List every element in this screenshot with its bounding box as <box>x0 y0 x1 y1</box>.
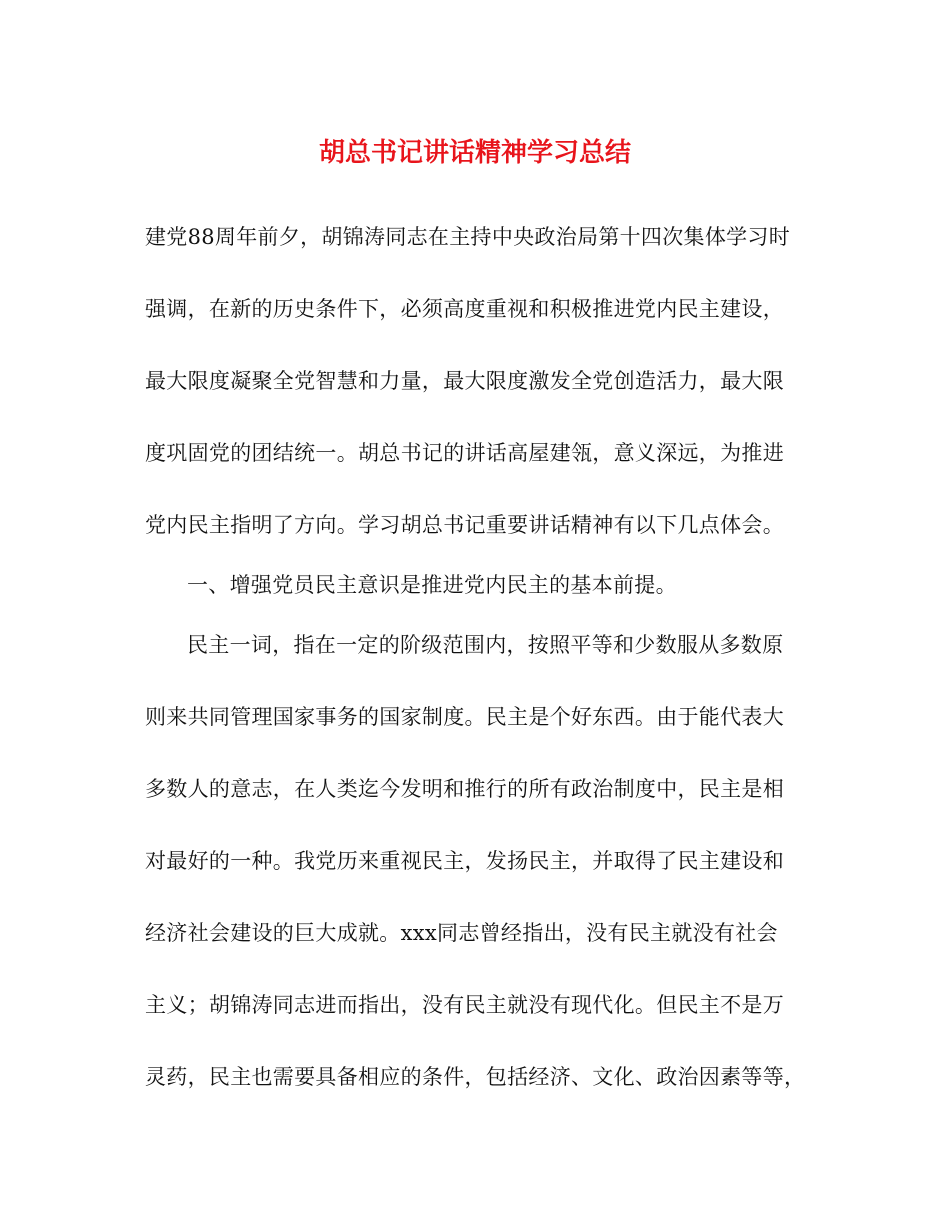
paragraph-line: 主义；胡锦涛同志进而指出，没有民主就没有现代化。但民主不是万 <box>145 993 784 1017</box>
paragraph-line: 强调，在新的历史条件下，必须高度重视和积极推进党内民主建设， <box>145 297 784 321</box>
paragraph-line: 度巩固党的团结统一。胡总书记的讲话高屋建瓴，意义深远，为推进 <box>145 441 784 465</box>
paragraph-line: 最大限度凝聚全党智慧和力量，最大限度激发全党创造活力，最大限 <box>145 369 784 393</box>
paragraph-line: 经济社会建设的巨大成就。xxx同志曾经指出，没有民主就没有社会 <box>145 921 778 945</box>
section-heading: 一、增强党员民主意识是推进党内民主的基本前提。 <box>187 573 677 597</box>
document-title: 胡总书记讲话精神学习总结 <box>318 138 631 168</box>
paragraph-line: 对最好的一种。我党历来重视民主，发扬民主，并取得了民主建设和 <box>145 849 784 873</box>
paragraph-line: 民主一词，指在一定的阶级范围内，按照平等和少数服从多数原 <box>187 633 784 657</box>
paragraph-line: 灵药，民主也需要具备相应的条件，包括经济、文化、政治因素等等， <box>145 1065 806 1089</box>
paragraph-line: 建党88周年前夕，胡锦涛同志在主持中央政治局第十四次集体学习时 <box>145 225 791 249</box>
paragraph-line: 则来共同管理国家事务的国家制度。民主是个好东西。由于能代表大 <box>145 705 784 729</box>
paragraph-line: 多数人的意志，在人类迄今发明和推行的所有政治制度中，民主是相 <box>145 777 784 801</box>
paragraph-line: 党内民主指明了方向。学习胡总书记重要讲话精神有以下几点体会。 <box>145 513 784 537</box>
